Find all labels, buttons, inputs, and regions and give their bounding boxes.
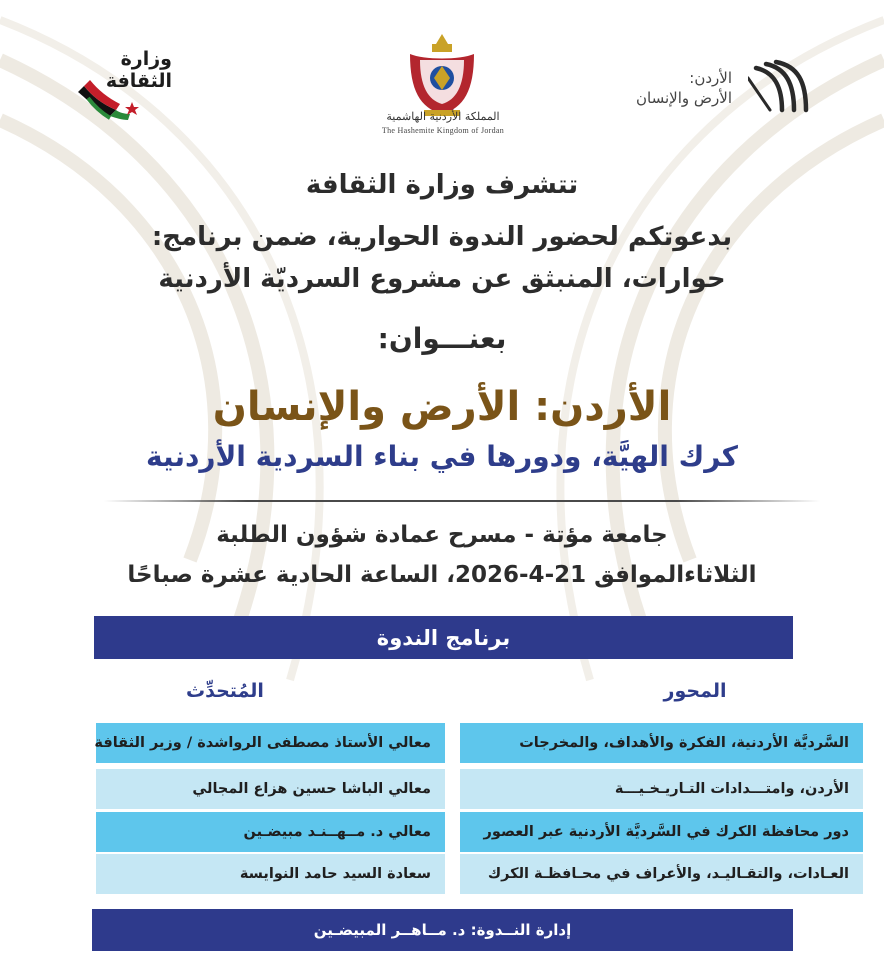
royal-crest-icon xyxy=(400,30,484,122)
invitation-line-1: تتشرف وزارة الثقافة xyxy=(305,170,579,200)
invitation-line-4: بعنـــوان: xyxy=(377,322,507,355)
program-banner: برنامج الندوة xyxy=(94,616,793,659)
divider xyxy=(104,500,820,502)
jordan-land-and-people-logo-icon xyxy=(748,58,818,116)
axis-row: السَّرديَّة الأردنية، الفكرة والأهداف، والمخرجات xyxy=(460,723,863,763)
event-venue: جامعة مؤتة - مسرح عمادة شؤون الطلبة xyxy=(216,522,668,548)
axis-row: دور محافظة الكرك في السَّرديَّة الأردنية عبر العصور xyxy=(460,812,863,852)
speaker-column-header: المُتحدِّث xyxy=(186,680,264,702)
speaker-row: معالي الأستاذ مصطفى الرواشدة / وزير الثقافة xyxy=(96,723,445,763)
axis-row: العـادات، والتقـاليـد، والأعراف في محـافظـة الكرك xyxy=(460,854,863,894)
kingdom-arabic-name: المملكة الأردنية الهاشمية xyxy=(386,110,500,123)
invitation-line-2: بدعوتكم لحضور الندوة الحوارية، ضمن برنامج: xyxy=(151,222,733,252)
kingdom-english-name: The Hashemite Kingdom of Jordan xyxy=(381,126,505,135)
ministry-logo-text: وزارة الثقافة xyxy=(105,48,172,92)
axis-row: الأردن، وامتـــدادات التـاريـخـيـــة xyxy=(460,769,863,809)
brand-line-2: الأرض والإنسان xyxy=(636,89,732,107)
brand-title xyxy=(572,68,732,108)
brand-line-1: الأردن: xyxy=(689,69,732,87)
moderator-banner: إدارة النــدوة: د. مــاهــر المبيضـين xyxy=(92,909,793,951)
speaker-row: سعادة السيد حامد النوايسة xyxy=(96,854,445,894)
event-datetime: الثلاثاءالموافق 21-4-2026، الساعة الحادية عشرة صباحًا xyxy=(127,562,757,588)
event-title: الأردن: الأرض والإنسان xyxy=(212,384,672,430)
axis-column-header: المحور xyxy=(663,680,727,702)
invitation-line-3: حوارات، المنبثق عن مشروع السرديّة الأردنية xyxy=(158,264,726,294)
speaker-row: معالي الباشا حسين هزاع المجالي xyxy=(96,769,445,809)
event-subtitle: كرك الهيَّة، ودورها في بناء السردية الأردنية xyxy=(146,440,738,473)
speaker-row: معالي د. مــهــنـد مبيضـين xyxy=(96,812,445,852)
